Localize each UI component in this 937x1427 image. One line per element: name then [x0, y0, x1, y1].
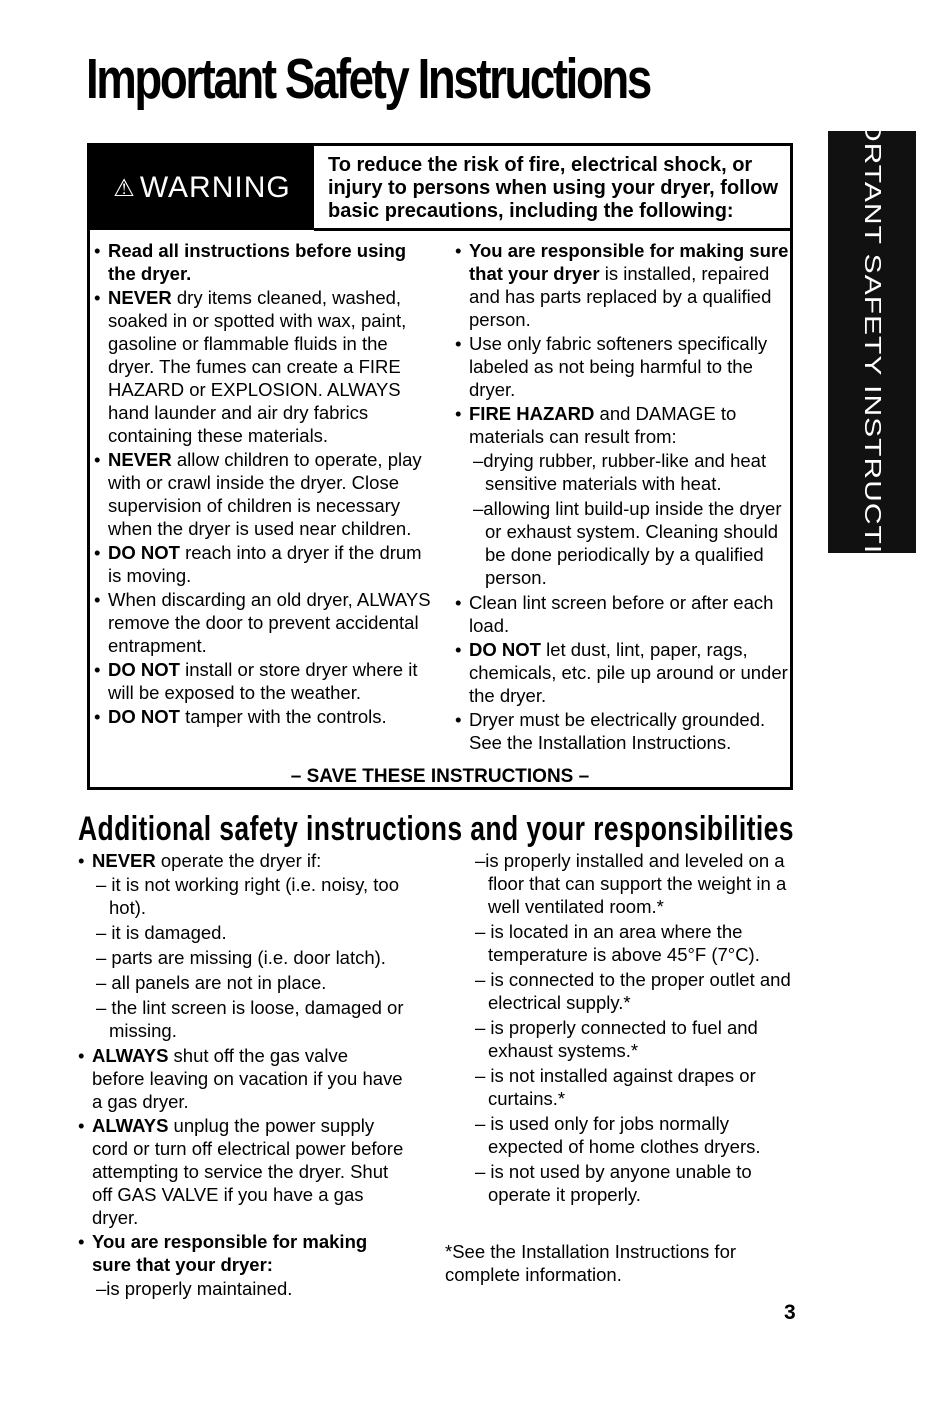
additional-sub-item: – all panels are not in place.	[96, 972, 327, 993]
additional-sub-item: – is connected to the proper outlet and electrical supply.*	[475, 969, 791, 1013]
warning-item: • You are responsible for making sure that your dryer is installed, repaired and has parts replaced by a qualified person.	[451, 239, 791, 331]
side-tab	[828, 61, 916, 623]
warning-triangle-icon: ⚠	[113, 174, 136, 202]
warning-right-column	[451, 239, 791, 755]
warning-box	[87, 143, 793, 790]
warning-label	[90, 146, 314, 230]
warning-left-column	[90, 239, 434, 729]
section-title: Additional safety instructions and your responsibilities	[78, 810, 794, 848]
additional-sub-item: –is properly maintained.	[96, 1278, 293, 1299]
warning-item: • Dryer must be electrically grounded. See the Installation Instructions.	[451, 708, 791, 754]
warning-item: • DO NOT let dust, lint, paper, rags, chemicals, etc. pile up around or under the dryer.	[451, 638, 791, 707]
additional-item: • You are responsible for making sure that your dryer:	[74, 1230, 404, 1276]
warning-item: • DO NOT reach into a dryer if the drum is moving.	[90, 541, 434, 587]
warning-item: • Use only fabric softeners specifically labeled as not being harmful to the dryer.	[451, 332, 791, 401]
warning-item: • When discarding an old dryer, ALWAYS remove the door to prevent accidental entrapment.	[90, 588, 434, 657]
warning-item: • DO NOT install or store dryer where it will be exposed to the weather.	[90, 658, 434, 704]
additional-sub-item: – it is not working right (i.e. noisy, too hot).	[96, 874, 399, 918]
warning-item: • Read all instructions before using the dryer.	[90, 239, 434, 285]
page-title: Important Safety Instructions	[86, 47, 650, 111]
additional-item: • ALWAYS unplug the power supply cord or turn off electrical power before attempting to service the dryer. Shut off GAS VALVE if you have a gas dryer.	[74, 1114, 404, 1229]
additional-sub-item: – is not installed against drapes or curtains.*	[475, 1065, 756, 1109]
additional-right-column	[453, 849, 808, 1208]
warning-item: • DO NOT tamper with the controls.	[90, 705, 434, 728]
additional-item: • NEVER operate the dryer if:	[74, 849, 404, 872]
warning-label-text: WARNING	[139, 171, 291, 204]
additional-sub-item: – is not used by anyone unable to operate it properly.	[475, 1161, 752, 1205]
warning-item: • NEVER allow children to operate, play with or crawl inside the dryer. Close supervision of children is necessary when the dryer is used near children.	[90, 448, 434, 540]
additional-sub-item: – is properly connected to fuel and exhaust systems.*	[475, 1017, 758, 1061]
page-number: 3	[784, 1301, 796, 1324]
additional-left-column	[74, 849, 404, 1302]
additional-sub-item: – the lint screen is loose, damaged or missing.	[96, 997, 404, 1041]
warning-divider	[314, 228, 793, 231]
side-tab-label: IMPORTANT SAFETY INSTRUCTIONS	[859, 61, 886, 623]
additional-sub-item: – is located in an area where the temperature is above 45°F (7°C).	[475, 921, 760, 965]
additional-sub-item: – parts are missing (i.e. door latch).	[96, 947, 386, 968]
warning-sub-item: –drying rubber, rubber-like and heat sensitive materials with heat.	[473, 450, 767, 494]
additional-sub-item: – it is damaged.	[96, 922, 227, 943]
additional-sub-item: – is used only for jobs normally expected of home clothes dryers.	[475, 1113, 761, 1157]
warning-item: • Clean lint screen before or after each load.	[451, 591, 791, 637]
additional-sub-item: –is properly installed and leveled on a floor that can support the weight in a well ventilated room.*	[475, 850, 787, 917]
warning-item: • FIRE HAZARD and DAMAGE to materials can result from:	[451, 402, 791, 448]
warning-header: To reduce the risk of fire, electrical shock, or injury to persons when using your dryer, follow basic precautions, including the following:	[328, 154, 779, 222]
additional-item: • ALWAYS shut off the gas valve before leaving on vacation if you have a gas dryer.	[74, 1044, 404, 1113]
save-instructions: – SAVE THESE INSTRUCTIONS –	[290, 766, 590, 787]
footnote: *See the Installation Instructions for complete information.	[445, 1241, 737, 1285]
warning-item: • NEVER dry items cleaned, washed, soaked in or spotted with wax, paint, gasoline or flammable fluids in the dryer. The fumes can create a FIRE HAZARD or EXPLOSION. ALWAYS hand launder and air dry fabrics containing these materials.	[90, 286, 434, 447]
warning-sub-item: –allowing lint build-up inside the dryer or exhaust system. Cleaning should be done periodically by a qualified person.	[473, 498, 782, 588]
